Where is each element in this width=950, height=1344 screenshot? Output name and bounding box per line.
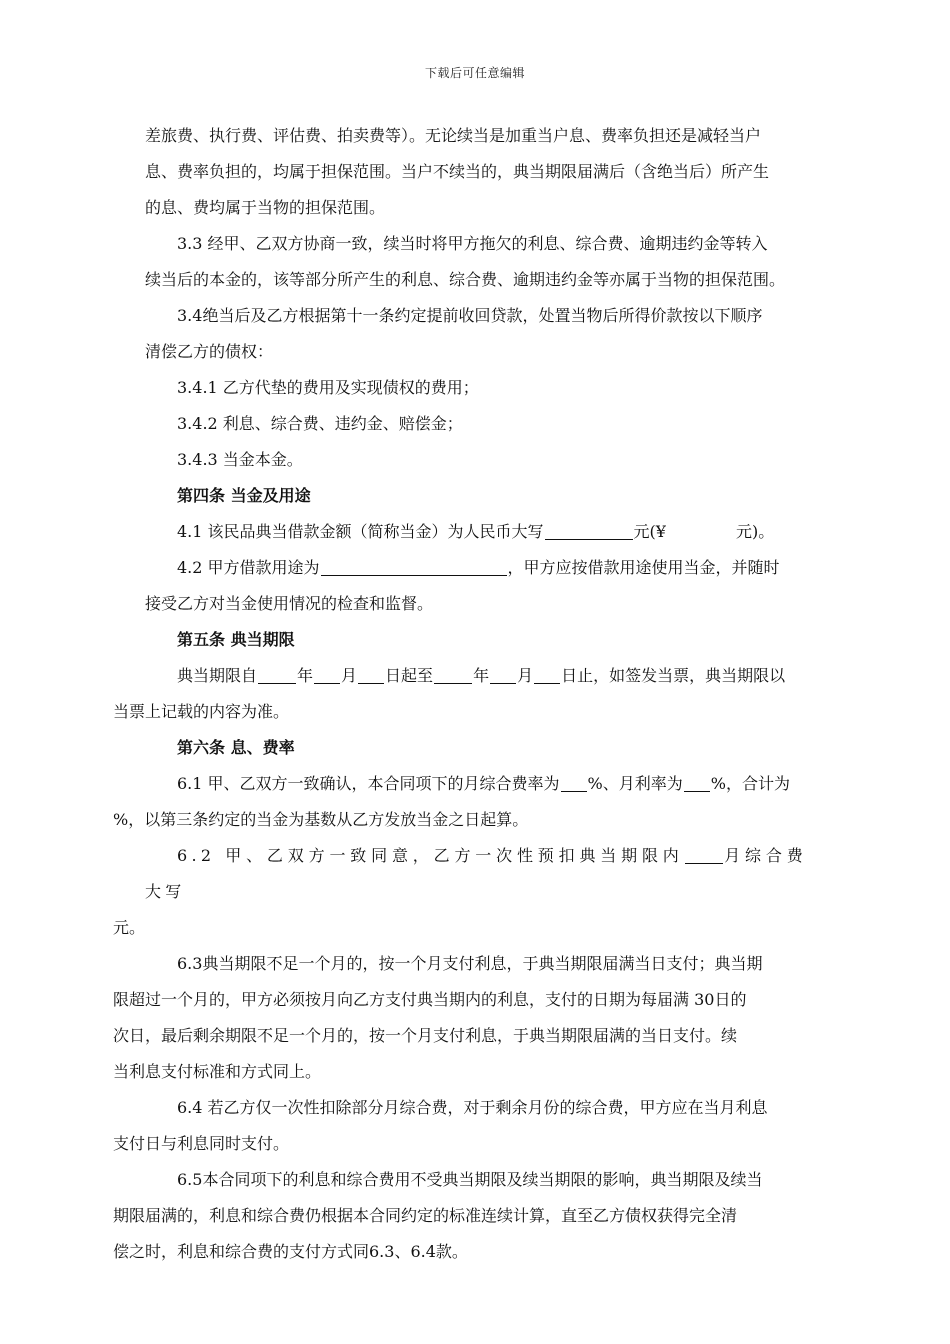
text-segment: %、月利率为	[587, 774, 683, 793]
text-line: 3.3 经甲、乙双方协商一致，续当时将甲方拖欠的利息、综合费、逾期违约金等转入	[177, 234, 768, 253]
text-line: 续当后的本金的，该等部分所产生的利息、综合费、逾期违约金等亦属于当物的担保范围。	[145, 270, 786, 289]
start-year-blank[interactable]	[258, 665, 296, 684]
clause-6-3	[113, 946, 807, 1090]
article-5-title: 第五条 典当期限	[177, 630, 295, 649]
text-line: 次日，最后剩余期限不足一个月的，按一个月支付利息，于典当期限届满的当日支付。续	[113, 1026, 738, 1045]
text-segment: 日止，如签发当票，典当期限以	[561, 666, 786, 685]
text-line: 当票上记载的内容为准。	[113, 702, 290, 721]
text-line: 3.4绝当后及乙方根据第十一条约定提前收回贷款，处置当物后所得价款按以下顺序	[177, 306, 763, 325]
text-line: 息、费率负担的，均属于担保范围。当户不续当的，典当期限届满后（含绝当后）所产生	[145, 162, 770, 181]
monthly-interest-rate-blank[interactable]	[684, 773, 710, 792]
text-segment: 元)。	[735, 522, 775, 541]
text-line: 接受乙方对当金使用情况的检查和监督。	[145, 594, 434, 613]
text-segment: 元(¥	[633, 522, 666, 541]
text-segment: 日起至	[385, 666, 434, 685]
page-header-note: 下载后可任意编辑	[424, 66, 525, 80]
text-line: 6.5本合同项下的利息和综合费用不受典当期限及续当期限的影响，典当期限及续当	[177, 1170, 763, 1189]
loan-purpose-blank[interactable]	[321, 557, 507, 576]
end-month-blank[interactable]	[490, 665, 516, 684]
clause-6-5	[113, 1162, 807, 1270]
text-segment: 月	[517, 666, 534, 685]
text-line: 差旅费、执行费、评估费、拍卖费等）。无论续当是加重当户息、费率负担还是减轻当户	[145, 126, 762, 145]
text-line: 偿之时，利息和综合费的支付方式同6.3、6.4款。	[113, 1242, 468, 1261]
start-month-blank[interactable]	[314, 665, 340, 684]
prepaid-months-blank[interactable]	[685, 845, 723, 864]
text-line: 的息、费均属于当物的担保范围。	[145, 198, 386, 217]
text-line: 6.3典当期限不足一个月的，按一个月支付利息，于典当期限届满当日支付；典当期	[177, 954, 763, 973]
monthly-fee-rate-blank[interactable]	[561, 773, 587, 792]
text-segment: 典当期限自	[177, 666, 258, 685]
clause-4-1	[145, 514, 807, 550]
text-segment: 6.1 甲、乙双方一致确认，本合同项下的月综合费率为	[177, 774, 560, 793]
clause-3-4-1: 3.4.1 乙方代垫的费用及实现债权的费用；	[177, 378, 479, 397]
article-4-title: 第四条 当金及用途	[177, 486, 311, 505]
clause-5-term	[113, 658, 807, 730]
clause-6-1	[113, 766, 807, 838]
text-line: 当利息支付标准和方式同上。	[113, 1062, 322, 1081]
end-day-blank[interactable]	[534, 665, 560, 684]
clause-3-4	[145, 298, 807, 370]
text-line: 支付日与利息同时支付。	[113, 1134, 290, 1153]
amount-uppercase-blank[interactable]	[545, 521, 633, 540]
clause-6-4	[113, 1090, 807, 1162]
text-segment: 4.2 甲方借款用途为	[177, 558, 320, 577]
start-day-blank[interactable]	[358, 665, 384, 684]
article-6-title: 第六条 息、费率	[177, 738, 295, 757]
text-line: 期限届满的，利息和综合费仍根据本合同约定的标准连续计算，直至乙方债权获得完全清	[113, 1206, 738, 1225]
clause-3-3	[145, 226, 807, 298]
clause-3-4-2: 3.4.2 利息、综合费、违约金、赔偿金；	[177, 414, 463, 433]
text-line: %，以第三条约定的当金为基数从乙方发放当金之日起算。	[113, 810, 529, 829]
clause-6-2	[113, 838, 807, 946]
paragraph-3-2-continued	[145, 118, 807, 226]
text-line: 6.4 若乙方仅一次性扣除部分月综合费，对于剩余月份的综合费，甲方应在当月利息	[177, 1098, 768, 1117]
clause-4-2	[145, 550, 807, 622]
text-line: 元。	[113, 918, 146, 937]
text-segment: 年	[473, 666, 490, 685]
text-line: 清偿乙方的债权：	[145, 342, 274, 361]
contract-body	[113, 118, 807, 1270]
clause-3-4-3: 3.4.3 当金本金。	[177, 450, 303, 469]
text-segment: ，甲方应按借款用途使用当金，并随时	[507, 558, 780, 577]
end-year-blank[interactable]	[434, 665, 472, 684]
text-line: 限超过一个月的，甲方必须按月向乙方支付典当期内的利息，支付的日期为每届满 30日的	[113, 990, 747, 1009]
text-segment: 月	[341, 666, 358, 685]
text-segment: 6.2 甲、乙双方一致同意，乙方一次性预扣典当期限内	[177, 846, 684, 865]
text-segment: 4.1 该民品典当借款金额（简称当金）为人民币大写	[177, 522, 544, 541]
text-segment: 年	[297, 666, 314, 685]
text-segment: 月综合费大写	[145, 846, 807, 901]
text-segment: %，合计为	[710, 774, 790, 793]
